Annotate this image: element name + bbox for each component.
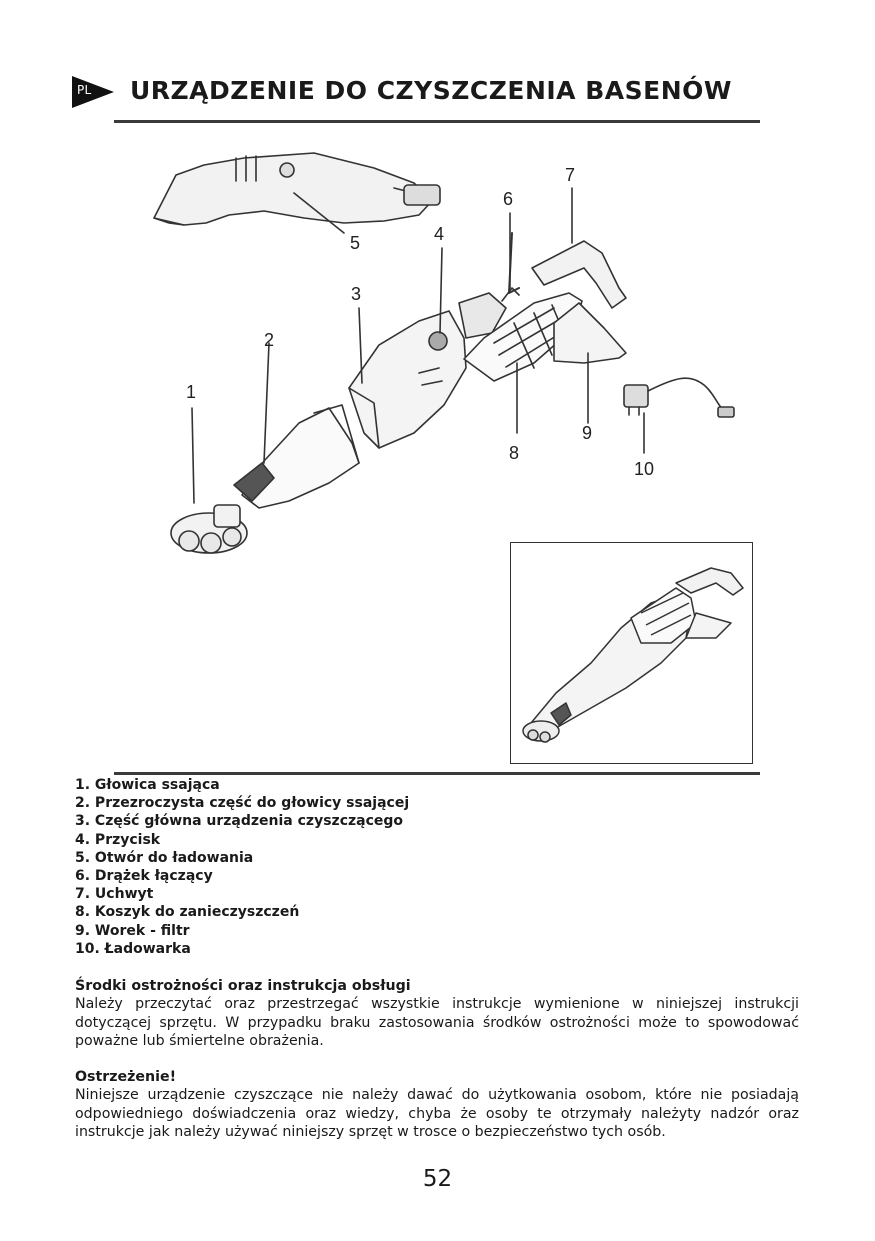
callout-8: 8 bbox=[509, 443, 520, 463]
safety-section bbox=[75, 977, 799, 1051]
list-item: 3. Część główna urządzenia czyszczącego bbox=[75, 813, 404, 830]
warning-section bbox=[75, 1068, 799, 1142]
callout-9: 9 bbox=[582, 423, 593, 443]
page-number: 52 bbox=[422, 1166, 453, 1192]
callout-10: 10 bbox=[634, 459, 655, 479]
assembled-view-inset bbox=[510, 542, 753, 764]
leader-2 bbox=[264, 343, 269, 463]
charger-drawing bbox=[624, 378, 734, 417]
language-code: PL bbox=[77, 83, 92, 97]
list-item: 1. Głowica ssająca bbox=[75, 777, 220, 793]
parts-list bbox=[75, 776, 409, 958]
safety-text: Należy przeczytać oraz przestrzegać wszystkie instrukcje wymienione w niniejszej instrukcji dotyczącej sprzętu. W przypadku braku zastosowania środków ostrożności może to spowodować poważne lub śmiertelne obrażenia. bbox=[75, 996, 799, 1050]
list-item: 7. Uchwyt bbox=[75, 886, 154, 903]
list-item: 6. Drążek łączący bbox=[75, 868, 213, 885]
callout-4: 4 bbox=[434, 224, 445, 244]
warning-heading: Ostrzeżenie! bbox=[75, 1069, 177, 1085]
handle-drawing bbox=[532, 241, 626, 308]
list-item: 9. Worek - filtr bbox=[75, 922, 190, 939]
callout-7: 7 bbox=[565, 165, 576, 185]
list-item: 2. Przezroczysta część do głowicy ssającej bbox=[75, 795, 410, 812]
assembled-view-drawing bbox=[511, 543, 751, 762]
leader-1 bbox=[192, 408, 194, 503]
list-item: 4. Przycisk bbox=[75, 831, 161, 848]
callout-3: 3 bbox=[351, 284, 362, 304]
page-title: URZĄDZENIE DO CZYSZCZENIA BASENÓW bbox=[130, 76, 732, 105]
callout-6: 6 bbox=[503, 189, 514, 209]
list-item: 8. Koszyk do zanieczyszczeń bbox=[75, 904, 300, 921]
warning-text: Niniejsze urządzenie czyszczące nie należy dawać do użytkowania osobom, które nie posiadają odpowiedniego doświadczenia oraz wiedzy, chyba że osoby te otrzymały należyty nadzór oraz instrukcje jak należy używać niniejszy sprzęt w trosce o bezpieczeństwo tych osób. bbox=[75, 1087, 799, 1141]
safety-heading: Środki ostrożności oraz instrukcja obsługi bbox=[75, 978, 411, 994]
transparent-part-drawing bbox=[234, 405, 359, 508]
callout-2: 2 bbox=[264, 330, 275, 350]
assembled-handle-drawing bbox=[154, 153, 440, 225]
suction-head-drawing bbox=[171, 505, 247, 553]
callout-1: 1 bbox=[186, 382, 197, 402]
bottom-divider bbox=[114, 772, 760, 775]
list-item: 10. Ładowarka bbox=[75, 940, 191, 957]
list-item: 5. Otwór do ładowania bbox=[75, 849, 254, 866]
callout-5: 5 bbox=[350, 233, 361, 253]
